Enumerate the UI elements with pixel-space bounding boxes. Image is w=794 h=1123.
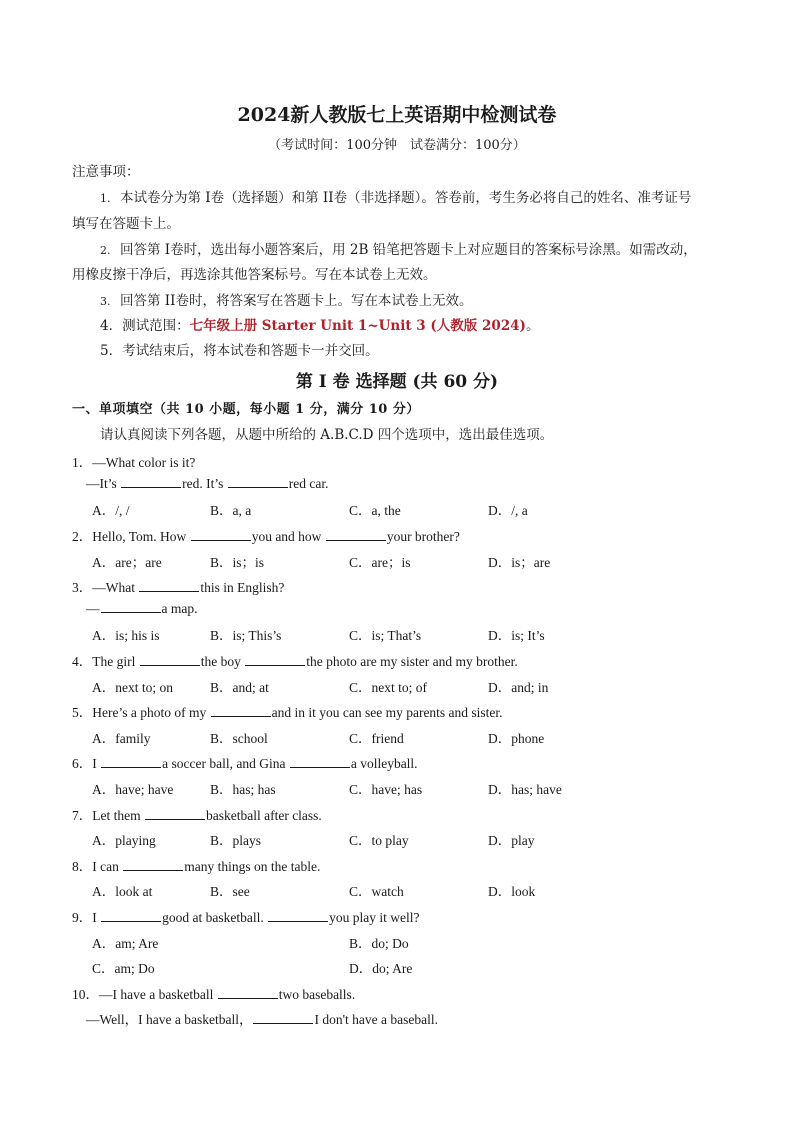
note-1-line-1 [100, 186, 691, 206]
answer-blank [268, 909, 328, 922]
option-8-b: B．see [210, 884, 250, 899]
option-7-b: B．plays [210, 833, 262, 848]
note-3-number: 3. [100, 295, 111, 308]
option-6-d: D．has; have [488, 782, 562, 797]
option-7-d: D．play [488, 833, 535, 848]
answer-blank [191, 528, 251, 541]
text-segment: 3．—What [72, 580, 139, 595]
note-2-line-2: 用橡皮擦干净后，再选涂其他答案标号。写在本试卷上无效。 [72, 267, 437, 283]
note-1-number: 1. [100, 192, 111, 205]
text-segment: —Well，I have a basketball， [86, 1012, 253, 1027]
question-10-line-2 [86, 1008, 438, 1028]
option-1-c: C．a, the [349, 503, 401, 518]
text-segment: 4．The girl [72, 654, 139, 669]
text-segment: 9．I [72, 910, 101, 925]
text-segment: and in it you can see my parents and sister. [271, 705, 503, 720]
section-title: 第 I 卷 选择题 (共 60 分) [295, 372, 499, 392]
answer-blank [101, 755, 161, 768]
question-1-stem: 1．—What color is it? [72, 455, 196, 470]
note-2-number: 2. [100, 244, 111, 257]
text-segment: two baseballs. [278, 987, 356, 1002]
text-segment: I don't have a baseball. [314, 1012, 438, 1027]
option-5-a: A．family [92, 731, 151, 746]
note-3-text: 回答第 II卷时，将答案写在答题卡上。写在本试卷上无效。 [120, 293, 473, 309]
option-8-c: C．watch [349, 884, 404, 899]
option-4-d: D．and; in [488, 680, 549, 695]
answer-blank [123, 858, 183, 871]
answer-blank [140, 653, 200, 666]
question-3-line-2 [86, 600, 198, 617]
text-segment: 10．—I have a basketball [72, 987, 217, 1002]
option-9-c: C．am; Do [92, 961, 155, 976]
option-9-b: B．do; Do [349, 936, 409, 951]
text-segment: 5．Here’s a photo of my [72, 705, 210, 720]
option-4-c: C．next to; of [349, 680, 427, 695]
answer-blank [145, 807, 205, 820]
option-7-c: C．to play [349, 833, 409, 848]
option-6-b: B．has; has [210, 782, 276, 797]
question-6-stem [72, 752, 418, 772]
option-5-c: C．friend [349, 731, 404, 746]
text-segment: your brother? [386, 529, 460, 544]
answer-blank [228, 475, 288, 488]
option-2-d: D．is；are [488, 555, 551, 570]
option-3-d: D．is; It’s [488, 628, 545, 643]
option-6-a: A．have; have [92, 782, 174, 797]
note-2-line-1 [100, 238, 697, 258]
text-segment: you and how [251, 529, 325, 544]
option-3-c: C．is; That’s [349, 628, 422, 643]
exam-title: 2024新人教版七上英语期中检测试卷 [237, 104, 557, 126]
answer-blank [218, 986, 278, 999]
option-1-d: D．/, a [488, 503, 528, 518]
notes-heading: 注意事项： [72, 164, 140, 180]
answer-blank [326, 528, 386, 541]
question-9-stem [72, 906, 419, 926]
text-segment: many things on the table. [184, 859, 321, 874]
option-5-d: D．phone [488, 731, 545, 746]
text-segment: red car. [288, 476, 329, 491]
text-segment: a volleyball. [350, 756, 418, 771]
question-4-stem [72, 650, 518, 670]
option-7-a: A．playing [92, 833, 156, 848]
text-segment: a map. [161, 601, 198, 616]
note-4-range: 七年级上册 Starter Unit 1~Unit 3 (人教版 2024) [189, 318, 526, 334]
option-8-a: A．look at [92, 884, 153, 899]
answer-blank [101, 909, 161, 922]
option-9-a: A．am; Are [92, 936, 159, 951]
text-segment: this in English? [200, 580, 285, 595]
note-3 [100, 289, 472, 309]
note-4 [100, 314, 539, 334]
answer-blank [245, 653, 305, 666]
answer-blank [211, 704, 271, 717]
question-2-stem [72, 525, 460, 545]
option-3-b: B．is; This’s [210, 628, 282, 643]
option-8-d: D．look [488, 884, 536, 899]
note-2-text: 回答第 I卷时，选出每小题答案后，用 2B 铅笔把答题卡上对应题目的答案标号涂黑。如需改动， [120, 242, 697, 258]
note-1-line-2: 填写在答题卡上。 [72, 216, 180, 232]
text-segment: the boy [200, 654, 245, 669]
text-segment: basketball after class. [205, 808, 322, 823]
option-5-b: B．school [210, 731, 268, 746]
answer-blank [290, 755, 350, 768]
note-5: 5．考试结束后，将本试卷和答题卡一并交回。 [100, 343, 379, 359]
question-1-line-2 [86, 475, 329, 492]
note-1-text: 本试卷分为第 I卷（选择题）和第 II卷（非选择题）。答卷前，考生务必将自己的姓名、准考证号 [120, 190, 692, 206]
text-segment: 2．Hello, Tom. How [72, 529, 190, 544]
answer-blank [253, 1011, 313, 1024]
answer-blank [139, 579, 199, 592]
note-4-suffix: 。 [525, 318, 540, 334]
text-segment: good at basketball. [162, 910, 268, 925]
text-segment: 8．I can [72, 859, 123, 874]
text-segment: 7．Let them [72, 808, 144, 823]
exam-subtitle: （考试时间：100分钟 试卷满分：100分） [268, 138, 526, 153]
option-1-b: B．a, a [210, 503, 252, 518]
text-segment: the photo are my sister and my brother. [306, 654, 518, 669]
part-instruction: 请认真阅读下列各题，从题中所给的 A.B.C.D 四个选项中，选出最佳选项。 [100, 427, 554, 443]
note-4-prefix: 4．测试范围： [100, 318, 190, 334]
part-heading: 一、单项填空（共 10 小题，每小题 1 分，满分 10 分） [72, 402, 420, 417]
text-segment: a soccer ball, and Gina [162, 756, 289, 771]
text-segment: red. It’s [182, 476, 227, 491]
text-segment: —It’s [86, 476, 121, 491]
option-2-a: A．are；are [92, 555, 162, 570]
option-6-c: C．have; has [349, 782, 423, 797]
text-segment: you play it well? [329, 910, 420, 925]
question-10-stem [72, 983, 355, 1003]
answer-blank [101, 600, 161, 613]
answer-blank [121, 475, 181, 488]
option-1-a: A．/, / [92, 503, 130, 518]
option-4-b: B．and; at [210, 680, 269, 695]
question-8-stem [72, 855, 320, 875]
text-segment: 6．I [72, 756, 101, 771]
option-2-c: C．are；is [349, 555, 411, 570]
question-5-stem [72, 701, 503, 721]
option-2-b: B．is；is [210, 555, 265, 570]
option-9-d: D．do; Are [349, 961, 413, 976]
option-3-a: A．is; his is [92, 628, 160, 643]
question-3-stem [72, 576, 284, 596]
question-7-stem [72, 804, 322, 824]
option-4-a: A．next to; on [92, 680, 173, 695]
text-segment: — [86, 601, 100, 616]
